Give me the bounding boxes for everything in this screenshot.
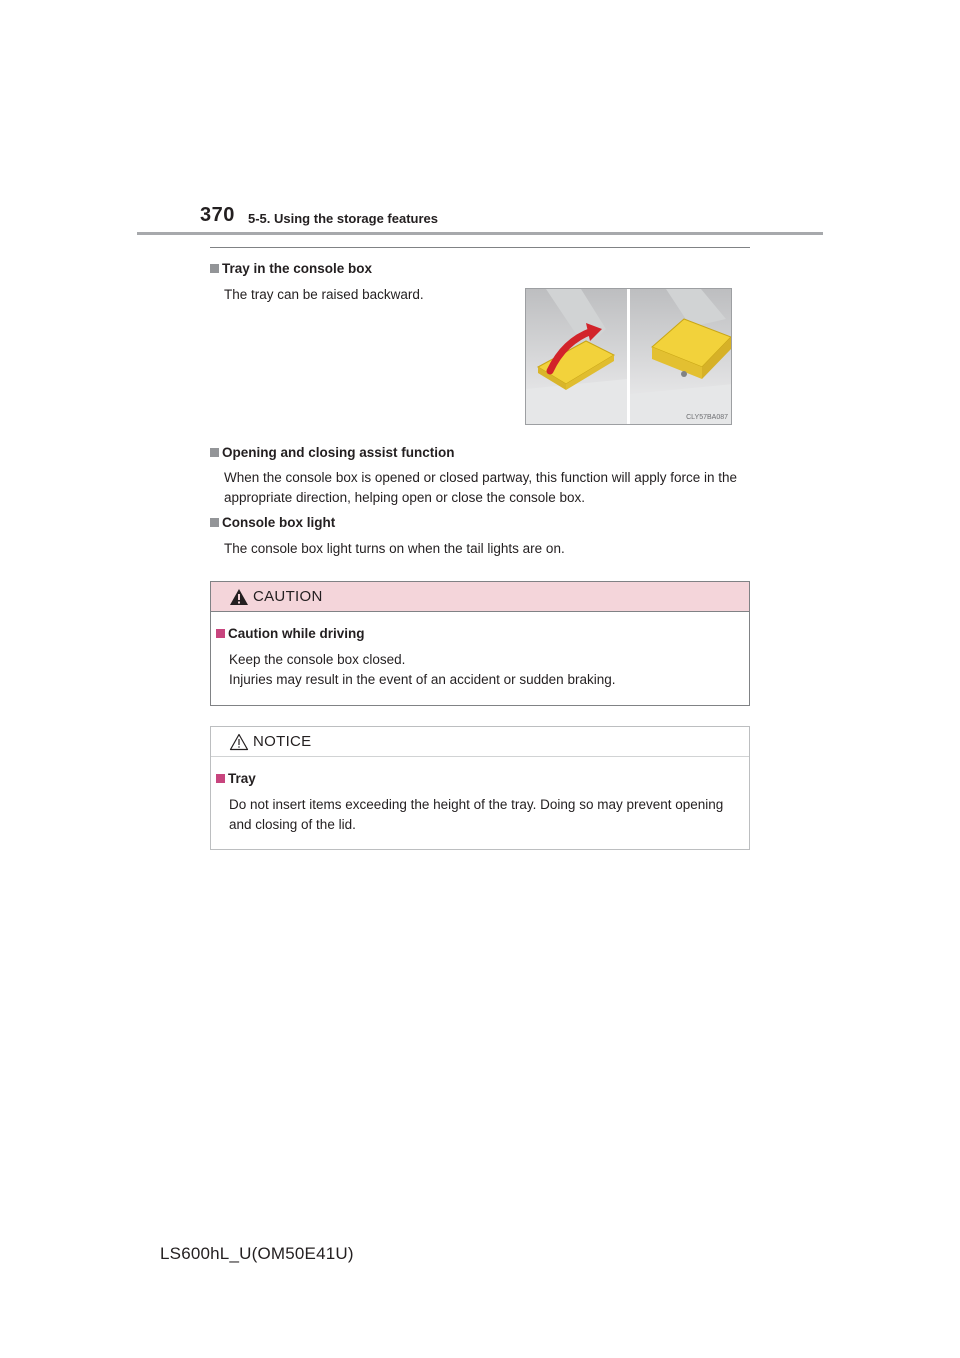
content-rule bbox=[210, 247, 750, 248]
illustration-code: CLY57BA087 bbox=[686, 414, 728, 421]
caution-subheading-text: Caution while driving bbox=[228, 626, 365, 641]
square-bullet-icon bbox=[210, 448, 219, 457]
subheading-tray bbox=[210, 261, 372, 276]
subheading-text: Opening and closing assist function bbox=[222, 445, 455, 460]
caution-text bbox=[229, 650, 744, 690]
subheading-text: Tray in the console box bbox=[222, 261, 373, 276]
caution-line-1: Keep the console box closed. bbox=[229, 652, 406, 667]
notice-text: Do not insert items exceeding the height of the tray. Doing so may prevent opening and closing of the lid. bbox=[229, 797, 724, 832]
warning-outline-icon bbox=[229, 733, 249, 751]
caution-line-2: Injuries may result in the event of an accident or sudden braking. bbox=[229, 672, 616, 687]
caution-subheading bbox=[216, 626, 365, 641]
paragraph-tray: The tray can be raised backward. bbox=[224, 287, 424, 302]
notice-title: NOTICE bbox=[253, 733, 312, 750]
subheading-text: Console box light bbox=[222, 515, 336, 530]
page-number: 370 bbox=[200, 204, 235, 226]
paragraph-light: The console box light turns on when the tail lights are on. bbox=[224, 541, 565, 556]
caution-header bbox=[211, 582, 749, 612]
paragraph-assist: When the console box is opened or closed partway, this function will apply force in the appropriate direction, helping open or close the console box. bbox=[224, 470, 738, 505]
notice-header bbox=[211, 727, 749, 757]
caution-title: CAUTION bbox=[253, 588, 323, 605]
square-bullet-icon bbox=[210, 264, 219, 273]
notice-box bbox=[210, 726, 750, 850]
notice-subheading-text: Tray bbox=[228, 771, 256, 786]
console-tray-illustration bbox=[525, 288, 732, 425]
warning-icon bbox=[229, 588, 249, 606]
footer-model-code: LS600hL_U(OM50E41U) bbox=[160, 1244, 354, 1263]
section-title: 5-5. Using the storage features bbox=[248, 211, 438, 226]
subheading-light bbox=[210, 515, 335, 530]
subheading-assist bbox=[210, 445, 455, 460]
caution-box bbox=[210, 581, 750, 706]
square-bullet-icon bbox=[216, 629, 225, 638]
notice-subheading bbox=[216, 771, 256, 786]
header-rule bbox=[137, 232, 823, 235]
square-bullet-icon bbox=[216, 774, 225, 783]
square-bullet-icon bbox=[210, 518, 219, 527]
